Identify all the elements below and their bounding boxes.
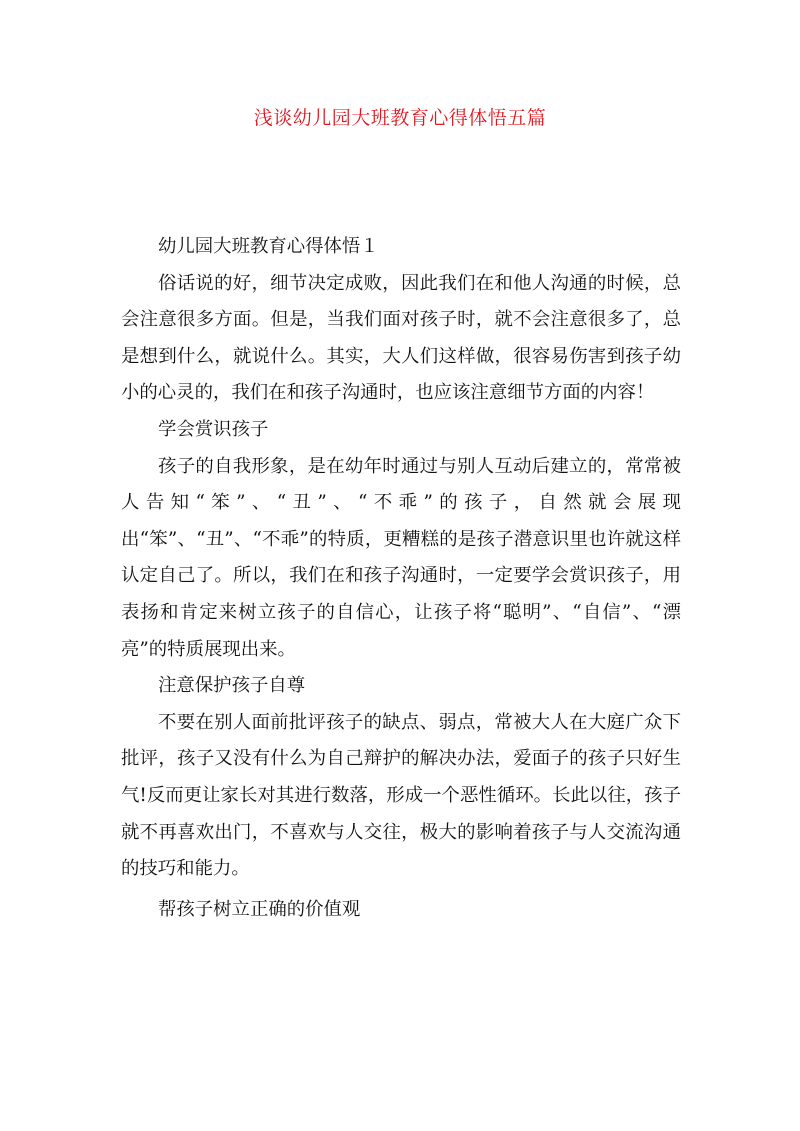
section-heading-self-esteem: 注意保护孩子自尊: [158, 675, 306, 697]
section-heading-appreciate: 学会赏识孩子: [158, 418, 269, 440]
section-heading-values: 帮孩子树立正确的价值观: [158, 898, 361, 920]
document-title: 浅谈幼儿园大班教育心得体悟五篇: [253, 107, 547, 129]
paragraph-1: 俗话说的好，细节决定成败，因此我们在和他人沟通的时候，总会注意很多方面。但是，当我们面对孩子时，就不会注意很多了，总是想到什么，就说什么。其实，大人们这样做，很容易伤害到孩子幼小的心灵的，我们在和孩子沟通时，也应该注意细节方面的内容！: [121, 272, 681, 404]
section-heading-1: 幼儿园大班教育心得体悟１: [158, 236, 379, 257]
paragraph-3: 不要在别人面前批评孩子的缺点、弱点，常被大人在大庭广众下批评，孩子又没有什么为自己辩护的解决办法，爱面子的孩子只好生气!反而更让家长对其进行数落，形成一个恶性循环。长此以往，孩子就不再喜欢出门，不喜欢与人交往，极大的影响着孩子与人交流沟通的技巧和能力。: [121, 711, 681, 880]
document-body: [121, 229, 681, 928]
paragraph-2: 孩子的自我形象，是在幼年时通过与别人互动后建立的，常常被人告知“笨”、“丑”、“不乖”的孩子，自然就会展现出“笨”、“丑”、“不乖”的特质，更糟糕的是孩子潜意识里也许就这样认定自己了。所以，我们在和孩子沟通时，一定要学会赏识孩子，用表扬和肯定来树立孩子的自信心，让孩子将“聪明”、“自信”、“漂亮”的特质展现出来。: [121, 455, 681, 660]
